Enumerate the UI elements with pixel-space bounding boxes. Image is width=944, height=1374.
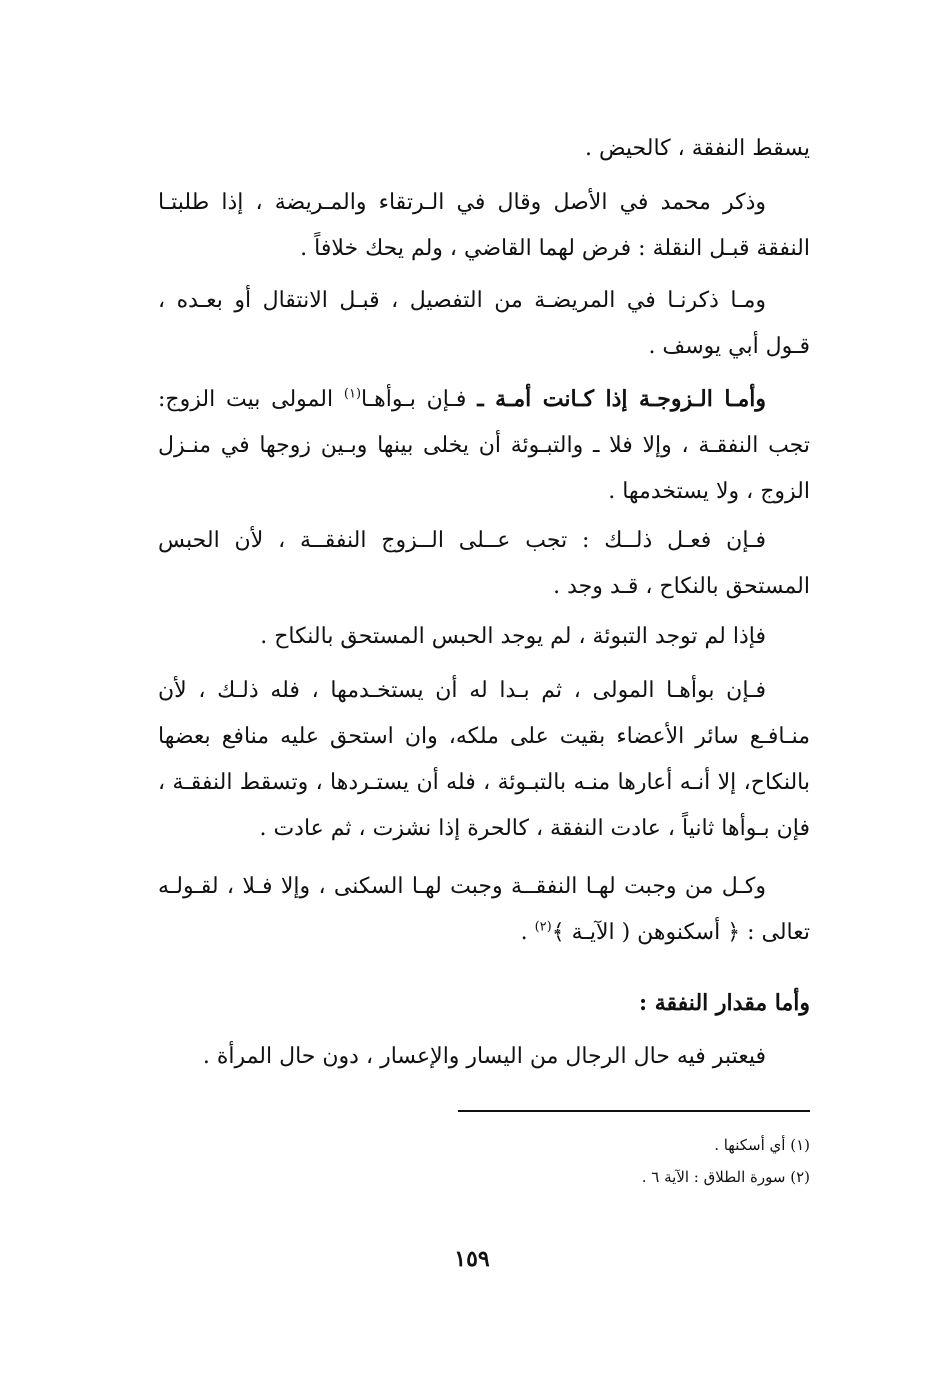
footnote-ref-2[interactable]: (٢) xyxy=(534,919,552,935)
paragraph-1: يسقط النفقة ، كالحيض . xyxy=(584,136,810,161)
paragraph-4-mid: فـإن بـوأهـا xyxy=(361,387,478,412)
footnote-separator xyxy=(458,1110,810,1112)
footnote-1: (١) أي أسكنها . xyxy=(714,1136,810,1154)
paragraph-2: وذكر محمد في الأصل وقال في الـرتقاء والمـريضة ، إذا طلبتـا النفقة قبـل النقلة : فرض لهما القاضي ، ولم يحك خلافاً . xyxy=(158,190,810,261)
paragraph-8 xyxy=(158,864,810,956)
paragraph-4 xyxy=(158,376,810,515)
paragraph-8-main: وكـل من وجبت لهـا النفقــة وجبت لهـا السكنى ، وإلا فـلا ، لقـولـه تعالى : ﴿ أسكنوهن ( الآيـة ﴾ xyxy=(158,874,810,945)
paragraph-8-end: . xyxy=(520,920,535,945)
paragraph-7: فـإن بوأهـا المولى ، ثم بـدا له أن يستخـدمها ، فله ذلـك ، لأن منـافـع سائر الأعضاء بقيت على ملكه، وان استحق عليه منافع بعضها بالنكاح، إلا أنـه أعارها منـه بالتبـوئة ، فله أن يستـردها ، وتسقط النفقـة ، فإن بـوأها ثانياً ، عادت النفقة ، كالحرة إذا نشزت ، ثم عادت . xyxy=(158,678,810,841)
paragraph-3: ومـا ذكرنـا في المريضـة من التفصيل ، قبـل الانتقال أو بعـده ، قـول أبي يوسف . xyxy=(158,288,810,359)
paragraph-6: فإذا لم توجد التبوئة ، لم يوجد الحبس المستحق بالنكاح . xyxy=(260,624,766,649)
paragraph-9: فيعتبر فيه حال الرجال من اليسار والإعسار ، دون حال المرأة . xyxy=(202,1044,766,1069)
page-number: ١٥٩ xyxy=(454,1246,490,1272)
footnote-2: (٢) سورة الطلاق : الآية ٦ . xyxy=(641,1168,810,1186)
footnote-ref-1[interactable]: (١) xyxy=(343,386,362,402)
paragraph-4-rest: المولى بيت الزوج: تجب النفقـة ، وإلا فلا ـ والتبـوئة أن يخلى بينها وبـين زوجها في منـزل الزوج ، ولا يستخدمها . xyxy=(158,387,810,504)
section-heading: وأما مقدار النفقة : xyxy=(638,990,810,1016)
paragraph-4-bold-lead: وأمـا الـزوجـة إذا كـانت أمـة ـ xyxy=(477,386,766,412)
paragraph-5: فـإن فعـل ذلــك : تجب عــلى الــزوج النفقــة ، لأن الحبس المستحق بالنكاح ، قـد وجد . xyxy=(158,528,810,599)
